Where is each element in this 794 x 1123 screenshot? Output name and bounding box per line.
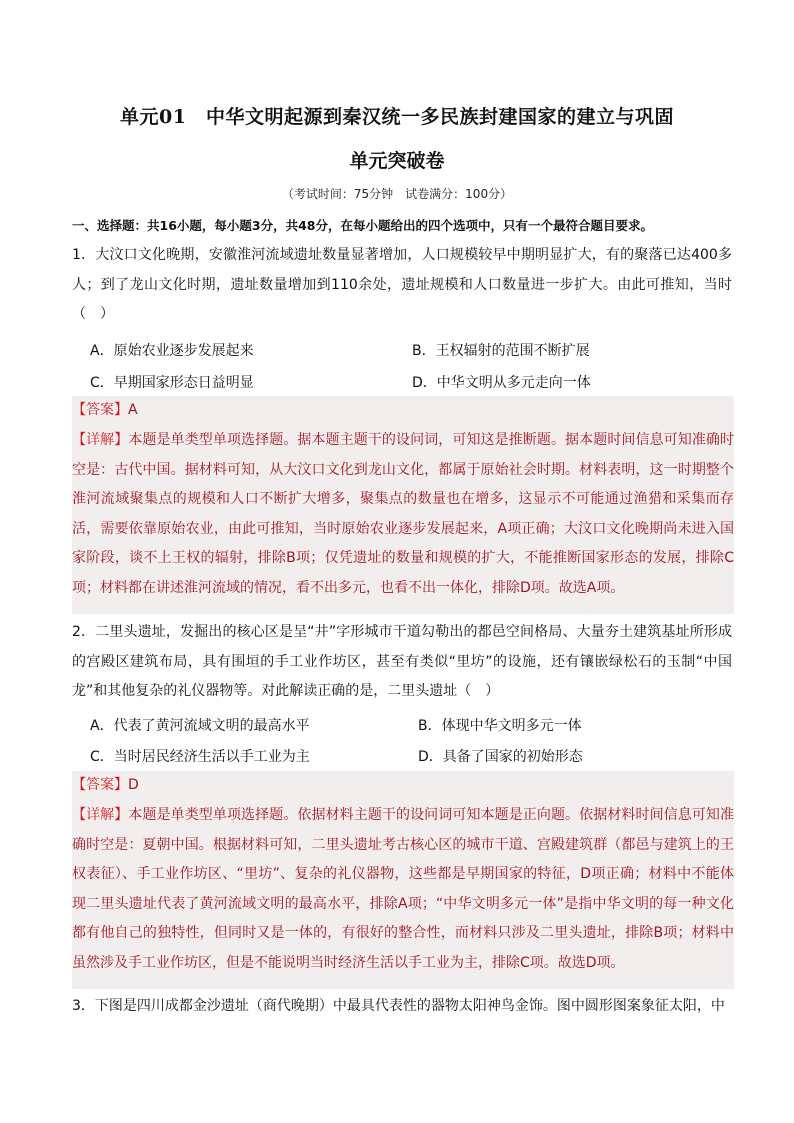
- detail-tag: 【详解】: [72, 807, 129, 823]
- question-1-answer: [72, 396, 734, 426]
- question-2-detail: [72, 801, 734, 989]
- answer-tag: 【答案】: [72, 402, 128, 418]
- answer-tag: 【答案】: [72, 777, 128, 793]
- detail-text: 本题是单类型单项选择题。依据材料主题干的设问词可知本题是正向题。依据材料时间信息可知准确时空是：夏朝中国。根据材料可知，二里头遗址考古核心区的城市干道、宫殿建筑群（都邑与建筑上的王权表征）、手工业作坊区、“里坊”、复杂的礼仪器物，这些都是早期国家的特征，D项正确；材料中不能体现二里头遗址代表了黄河流域文明的最高水平，排除A项；“中华文明多元一体”是指中华文明的每一种文化都有他自己的独特性，但同时又是一体的，有很好的整合性，而材料只涉及二里头遗址，排除B项；材料中虽然涉及手工业作坊区，但是不能说明当时经济生活以手工业为主，排除C项。故选D项。: [72, 807, 735, 971]
- detail-text: 本题是单类型单项选择题。据本题主题干的设问词，可知这是推断题。据本题时间信息可知准确时空是：古代中国。据材料可知，从大汶口文化到龙山文化，都属于原始社会时期。材料表明，这一时期整个淮河流域聚集点的规模和人口不断扩大增多，聚集点的数量也在增多，这显示不可能通过渔猎和采集而存活，需要依靠原始农业，由此可推知，当时原始农业逐步发展起来，A项正确；大汶口文化晚期尚未进入国家阶段，谈不上王权的辐射，排除B项；仅凭遗址的数量和规模的扩大，不能推断国家形态的发展，排除C项；材料都在讲述淮河流域的情况，看不出多元，也看不出一体化，排除D项。故选A项。: [72, 432, 735, 596]
- answer-value: A: [128, 402, 138, 418]
- section-heading: 一、选择题：共16小题，每小题3分，共48分，在每小题给出的四个选项中，只有一个最符合题目要求。: [72, 218, 653, 233]
- question-2-answer: [72, 771, 734, 801]
- exam-info: （考试时间：75分钟 试卷满分：100分）: [281, 187, 513, 201]
- question-2-option-a: A．代表了黄河流域文明的最高水平: [90, 718, 310, 734]
- document-title: 单元01 中华文明起源到秦汉统一多民族封建国家的建立与巩固: [120, 106, 674, 128]
- question-2-option-b: B．体现中华文明多元一体: [418, 718, 582, 734]
- question-1-option-b: B．王权辐射的范围不断扩展: [412, 343, 590, 359]
- question-2-option-d: D．具备了国家的初始形态: [418, 749, 583, 765]
- detail-tag: 【详解】: [72, 432, 129, 448]
- question-1-stem: 1．大汶口文化晚期，安徽淮河流域遗址数量显著增加，人口规模较早中期明显扩大，有的聚落已达400多人；到了龙山文化时期，遗址数量增加到110余处，遗址规模和人口数量进一步扩大。由此可推知，当时（ ）: [72, 247, 732, 322]
- document-subtitle: 单元突破卷: [349, 150, 445, 172]
- question-3-stem: 3．下图是四川成都金沙遗址（商代晚期）中最具代表性的器物太阳神鸟金饰。图中圆形图案象征太阳，中: [72, 998, 725, 1014]
- answer-value: D: [128, 777, 139, 793]
- question-1-option-a: A．原始农业逐步发展起来: [90, 343, 254, 359]
- question-2-option-c: C．当时居民经济生活以手工业为主: [90, 749, 310, 765]
- question-1-detail: [72, 426, 734, 614]
- question-2-stem: 2．二里头遗址，发掘出的核心区是呈“井”字形城市干道勾勒出的都邑空间格局、大量夯土建筑基址所形成的宫殿区建筑布局，具有围垣的手工业作坊区，甚至有类似“里坊”的设施，还有镶嵌绿松石的玉制“中国龙”和其他复杂的礼仪器物等。对此解读正确的是，二里头遗址（ ）: [72, 624, 732, 699]
- question-1-option-d: D．中华文明从多元走向一体: [412, 375, 591, 391]
- question-1-option-c: C．早期国家形态日益明显: [90, 375, 254, 391]
